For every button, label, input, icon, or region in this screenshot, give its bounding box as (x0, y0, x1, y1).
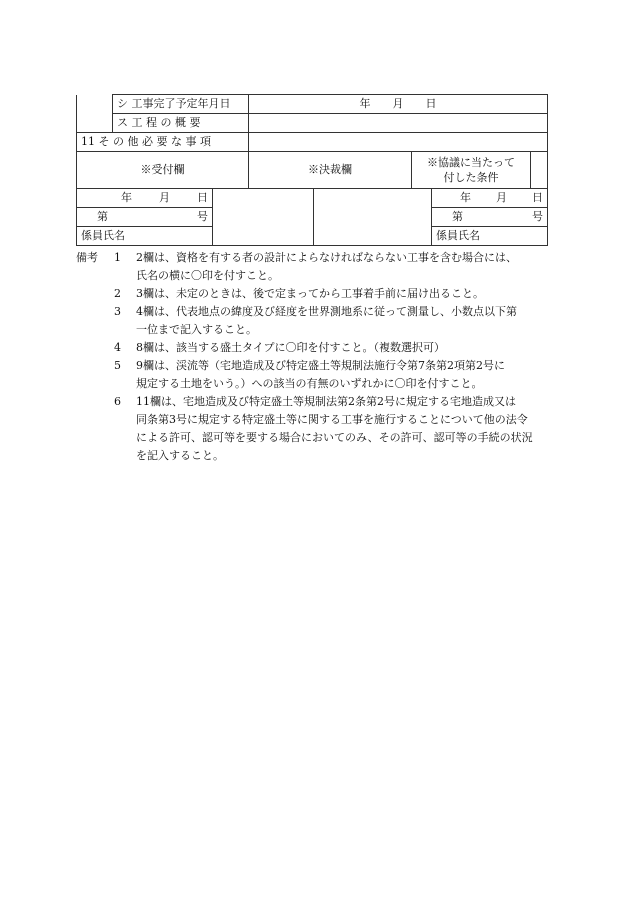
note-text: 4欄は、代表地点の緯度及び経度を世界測地系に従って測量し、小数点以下第 一位まで記入すること。 (136, 305, 517, 336)
conditions-header-line1: ※協議に当たって (427, 156, 515, 169)
notes-section (76, 249, 551, 465)
decision-column-header: ※決裁欄 (249, 152, 412, 189)
completion-date-label: シ 工事完了予定年月日 (113, 95, 249, 114)
indent-cell (77, 114, 113, 133)
note-text: 3欄は、未定のときは、後で定まってから工事着手前に届け出ること。 (136, 287, 484, 300)
note-item (76, 303, 551, 339)
completion-date-value[interactable]: 年 月 日 (249, 95, 548, 114)
number-date-year: 年 (460, 191, 471, 204)
note-number: 3 (114, 305, 121, 318)
conditions-header-line2: 付した条件 (443, 171, 499, 184)
note-text: 11欄は、宅地造成及び特定盛土等規制法第2条第2号に規定する宅地造成又は 同条第3号に規定する特定盛土等に関する工事を施行することについて他の法令 による許可、認可等を要する場合においてのみ、その許可、認可等の手続の状況 を記入すること。 (136, 395, 533, 462)
number-column-header (531, 152, 548, 189)
note-number: 4 (114, 341, 121, 354)
note-text: 2欄は、資格を有する者の設計によらなければならない工事を含む場合には、 氏名の横に〇印を付すこと。 (136, 251, 517, 282)
note-number: 5 (114, 359, 121, 372)
note-item (76, 393, 551, 465)
receipt-officer-label: 係員氏名 (81, 229, 125, 242)
note-item (76, 285, 551, 303)
receipt-officer-name-cell[interactable] (77, 227, 213, 246)
conditions-column-header (412, 152, 531, 189)
process-overview-label: ス 工 程 の 概 要 (113, 114, 249, 133)
note-item (76, 357, 551, 393)
receipt-date-cell[interactable] (77, 189, 213, 208)
agreement-officer-label: 係員氏名 (436, 229, 480, 242)
note-number: 6 (114, 395, 121, 408)
number-date-month: 月 (496, 191, 507, 204)
notes-heading: 備考 (76, 251, 98, 264)
application-form-table (76, 94, 547, 189)
number-date-cell[interactable] (432, 189, 548, 208)
note-item (76, 249, 551, 285)
conditions-cell[interactable] (314, 189, 432, 246)
receipt-date-day: 日 (197, 191, 208, 204)
receipt-date-month: 月 (159, 191, 170, 204)
agreement-dai: 第 (452, 210, 463, 223)
receipt-number-cell[interactable] (77, 208, 213, 227)
receipt-grid (76, 189, 547, 246)
agreement-officer-name-cell[interactable] (432, 227, 548, 246)
receipt-dai: 第 (97, 210, 108, 223)
number-date-day: 日 (532, 191, 543, 204)
agreement-go: 号 (532, 210, 543, 223)
other-items-value[interactable] (249, 133, 548, 152)
note-number: 1 (114, 251, 121, 264)
note-number: 2 (114, 287, 121, 300)
decision-cell[interactable] (213, 189, 314, 246)
indent-cell (77, 95, 113, 114)
note-text: 8欄は、該当する盛土タイプに〇印を付すこと。（複数選択可） (136, 341, 445, 354)
receipt-date-year: 年 (121, 191, 132, 204)
agreement-number-cell[interactable] (432, 208, 548, 227)
note-text: 9欄は、渓流等（宅地造成及び特定盛土等規制法施行令第7条第2項第2号に 規定する土地をいう。）への該当の有無のいずれかに〇印を付すこと。 (136, 359, 505, 390)
receipt-column-header: ※受付欄 (77, 152, 249, 189)
process-overview-value[interactable] (249, 114, 548, 133)
receipt-go: 号 (197, 210, 208, 223)
note-item (76, 339, 551, 357)
other-items-label: 11 そ の 他 必 要 な 事 項 (77, 133, 249, 152)
